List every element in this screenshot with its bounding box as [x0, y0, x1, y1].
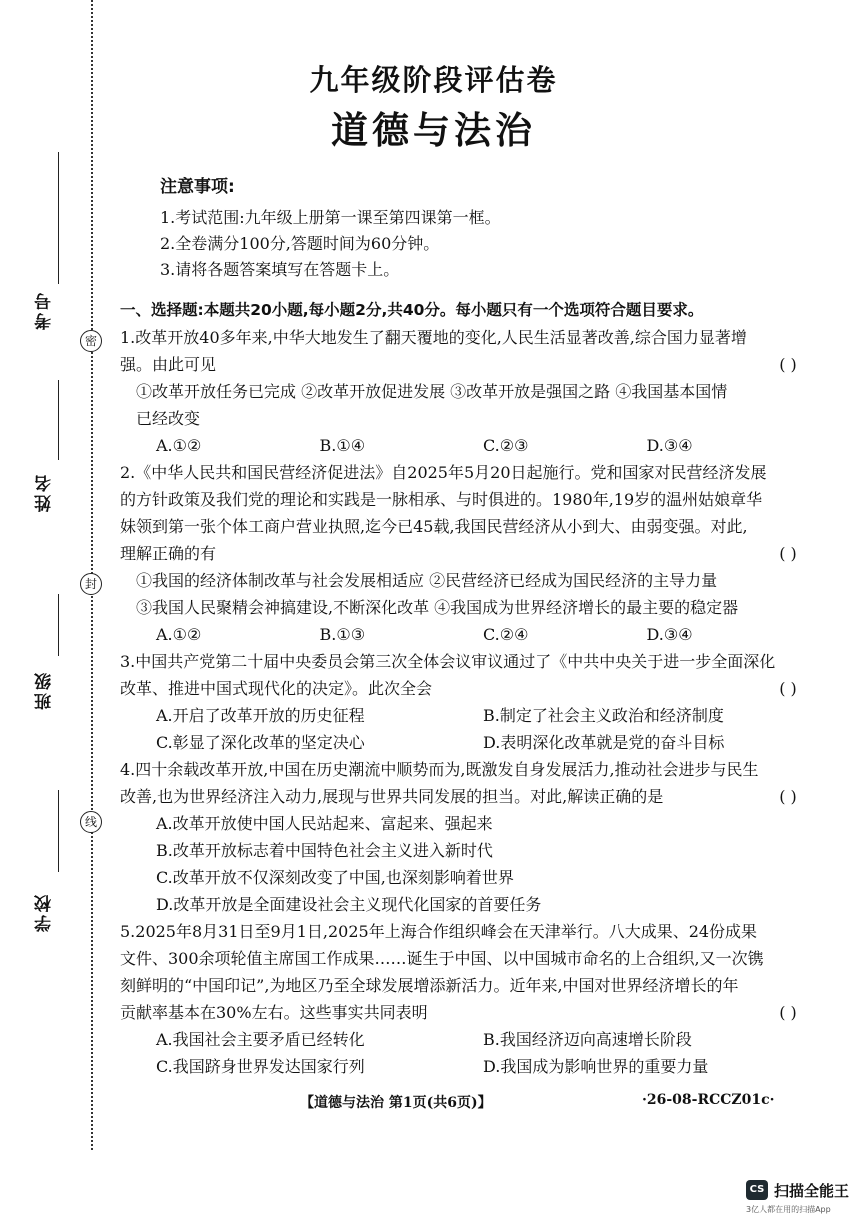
- class-label: 班级: [35, 670, 55, 710]
- school-line: [58, 790, 59, 872]
- question-stem-line: 4.四十余载改革开放,中国在历史潮流中顺势而为,既激发自身发展活力,推动社会进步与民生: [120, 760, 759, 779]
- option-c: C.改革开放不仅深刻改变了中国,也深刻影响着世界: [156, 868, 514, 887]
- question-stem-line: 3.中国共产党第二十届中央委员会第三次全体会议审议通过了《中共中央关于进一步全面深化: [120, 652, 776, 671]
- camscanner-logo-icon: CS: [746, 1180, 768, 1200]
- exam-number-label: 考号: [35, 290, 55, 330]
- answer-bracket: ( ): [779, 787, 797, 806]
- question-stem-line: 刻鲜明的“中国印记”,为地区乃至全球发展增添新活力。近年来,中国对世界经济增长的年: [120, 976, 739, 995]
- paper-code: ·26-08-RCCZ01c·: [642, 1092, 775, 1108]
- name-label: 姓名: [35, 472, 55, 512]
- option-a: A.①②: [156, 436, 202, 455]
- option-a: A.开启了改革开放的历史征程: [156, 706, 365, 725]
- statement-line: ③我国人民聚精会神搞建设,不断深化改革 ④我国成为世界经济增长的最主要的稳定器: [136, 598, 739, 617]
- question-2: [120, 459, 810, 648]
- notice-item: 3.请将各题答案填写在答题卡上。: [160, 260, 400, 279]
- page-footer: 【道德与法治 第1页(共6页)】: [300, 1095, 492, 1111]
- options-row: [120, 621, 810, 648]
- question-stem-line: 文件、300余项轮值主席国工作成果……诞生于中国、以中国城市命名的上合组织,又一次镌: [120, 949, 764, 968]
- question-5: [120, 918, 810, 1080]
- question-4: [120, 756, 810, 918]
- section-heading: 一、选择题:本题共20小题,每小题2分,共40分。每小题只有一个选项符合题目要求。: [120, 301, 704, 319]
- option-d: D.③④: [646, 625, 693, 644]
- question-stem-line: 贡献率基本在30%左右。这些事实共同表明: [120, 1003, 428, 1022]
- question-stem-line: 妹领到第一张个体工商户营业执照,迄今已45载,我国民营经济从小到大、由弱变强。对此,: [120, 517, 748, 536]
- option-a: A.我国社会主要矛盾已经转化: [156, 1030, 365, 1049]
- option-a: A.改革开放使中国人民站起来、富起来、强起来: [156, 814, 493, 833]
- statement-line: ①改革开放任务已完成 ②改革开放促进发展 ③改革开放是强国之路 ④我国基本国情: [136, 382, 728, 401]
- question-3: [120, 648, 810, 756]
- notice-item: 1.考试范围:九年级上册第一课至第四课第一框。: [160, 208, 501, 227]
- option-b: B.我国经济迈向高速增长阶段: [483, 1030, 692, 1049]
- option-d: D.③④: [646, 436, 693, 455]
- option-d: D.改革开放是全面建设社会主义现代化国家的首要任务: [156, 895, 542, 914]
- question-stem-line: 理解正确的有: [120, 544, 217, 563]
- subject-title: 道德与法治: [331, 109, 536, 152]
- option-b: B.①④: [319, 436, 366, 455]
- question-stem-line: 的方针政策及我们党的理论和实践是一脉相承、与时俱进的。1980年,19岁的温州姑娘章华: [120, 490, 763, 509]
- option-d: D.我国成为影响世界的重要力量: [483, 1057, 709, 1076]
- option-b: B.制定了社会主义政治和经济制度: [483, 706, 724, 725]
- options-row: [120, 432, 810, 459]
- question-stem-line: 5.2025年8月31日至9月1日,2025年上海合作组织峰会在天津举行。八大成果、24份成果: [120, 922, 758, 941]
- notice-heading: 注意事项:: [160, 177, 235, 197]
- statement-line: ①我国的经济体制改革与社会发展相适应 ②民营经济已经成为国民经济的主导力量: [136, 571, 718, 590]
- question-1: [120, 324, 810, 459]
- watermark-name: 扫描全能王: [774, 1182, 850, 1200]
- options-grid: [120, 702, 810, 756]
- notice-block: [160, 172, 501, 283]
- option-a: A.①②: [156, 625, 202, 644]
- option-d: D.表明深化改革就是党的奋斗目标: [483, 733, 725, 752]
- answer-bracket: ( ): [779, 1003, 797, 1022]
- option-c: C.我国跻身世界发达国家行列: [156, 1057, 365, 1076]
- question-stem-line: 1.改革开放40多年来,中华大地发生了翻天覆地的变化,人民生活显著改善,综合国力显著增: [120, 328, 747, 347]
- answer-bracket: ( ): [779, 679, 797, 698]
- name-line: [58, 380, 59, 460]
- answer-bracket: ( ): [779, 544, 797, 563]
- school-label: 学校: [35, 892, 55, 932]
- class-line: [58, 594, 59, 656]
- binding-margin: [0, 0, 100, 1228]
- exam-number-line: [58, 152, 59, 284]
- seal-mark-feng: 封: [80, 573, 102, 595]
- statement-line: 已经改变: [136, 409, 201, 428]
- option-b: B.改革开放标志着中国特色社会主义进入新时代: [156, 841, 493, 860]
- option-c: C.②③: [483, 436, 529, 455]
- question-stem-line: 改善,也为世界经济注入动力,展现与世界共同发展的担当。对此,解读正确的是: [120, 787, 664, 806]
- answer-bracket: ( ): [779, 355, 797, 374]
- options-grid: [120, 1026, 810, 1080]
- question-stem-line: 改革、推进中国式现代化的决定》。此次全会: [120, 679, 433, 698]
- question-stem-line: 2.《中华人民共和国民营经济促进法》自2025年5月20日起施行。党和国家对民营经济发展: [120, 463, 767, 482]
- seal-mark-mi: 密: [80, 330, 102, 352]
- option-b: B.①③: [319, 625, 366, 644]
- option-c: C.彰显了深化改革的坚定决心: [156, 733, 365, 752]
- exam-title: 九年级阶段评估卷: [309, 63, 558, 97]
- option-c: C.②④: [483, 625, 529, 644]
- scanner-watermark: [746, 1178, 856, 1218]
- seal-mark-xian: 线: [80, 811, 102, 833]
- question-content: [120, 297, 810, 1080]
- notice-item: 2.全卷满分100分,答题时间为60分钟。: [160, 234, 440, 253]
- watermark-subtitle: 3亿人都在用的扫描App: [746, 1205, 831, 1214]
- question-stem-line: 强。由此可见: [120, 355, 217, 374]
